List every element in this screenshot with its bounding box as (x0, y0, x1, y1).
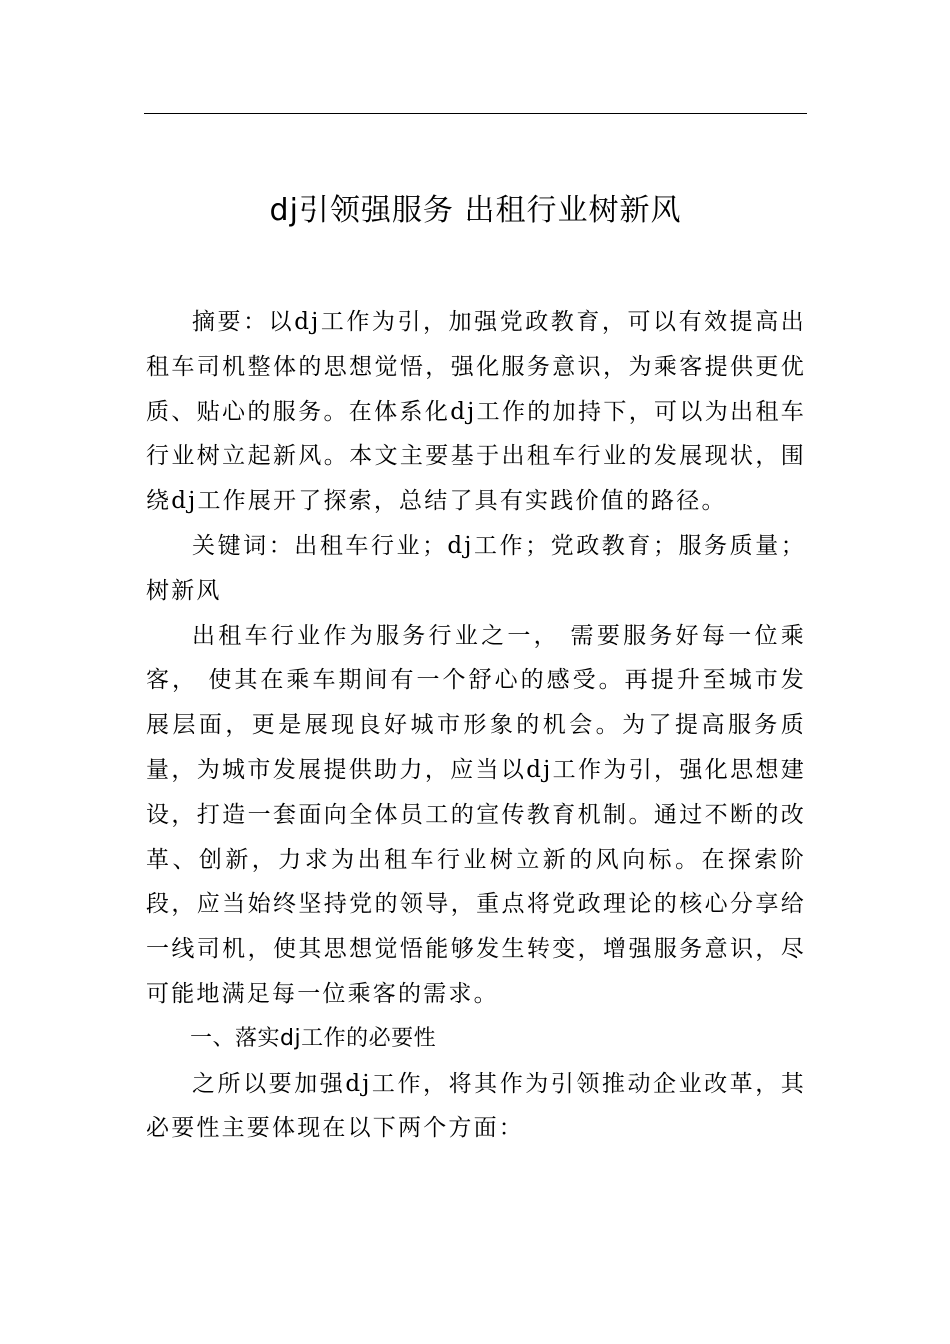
section-heading: 一、落实dj工作的必要性 (190, 1025, 437, 1051)
section-paragraph: 之所以要加强dj工作，将其作为引领推动企业改革，其必要性主要体现在以下两个方面： (146, 1070, 806, 1142)
intro-paragraph: 出租车行业作为服务行业之一， 需要服务好每一位乘客， 使其在乘车期间有一个舒心的感受。再提升至城市发展层面，更是展现良好城市形象的机会。为了提高服务质量，为城市发展提供助力，应当以dj工作为引，强化思想建设，打造一套面向全体员工的宣传教育机制。通过不断的改革、创新，力求为出租车行业树立新的风向标。在探索阶段，应当始终坚持党的领导，重点将党政理论的核心分享给一线司机，使其思想觉悟能够发生转变，增强服务意识，尽可能地满足每一位乘客的需求。 (146, 622, 806, 1007)
document-body (146, 300, 806, 1151)
document-title: dj引领强服务 出租行业树新风 (269, 193, 682, 228)
keywords-paragraph: 关键词：出租车行业；dj工作；党政教育；服务质量；树新风 (146, 532, 806, 604)
header-rule (144, 113, 807, 114)
abstract-paragraph: 摘要：以dj工作为引，加强党政教育，可以有效提高出租车司机整体的思想觉悟，强化服务意识，为乘客提供更优质、贴心的服务。在体系化dj工作的加持下，可以为出租车行业树立起新风。本文主要基于出租车行业的发展现状，围绕dj工作展开了探索，总结了具有实践价值的路径。 (146, 309, 806, 515)
